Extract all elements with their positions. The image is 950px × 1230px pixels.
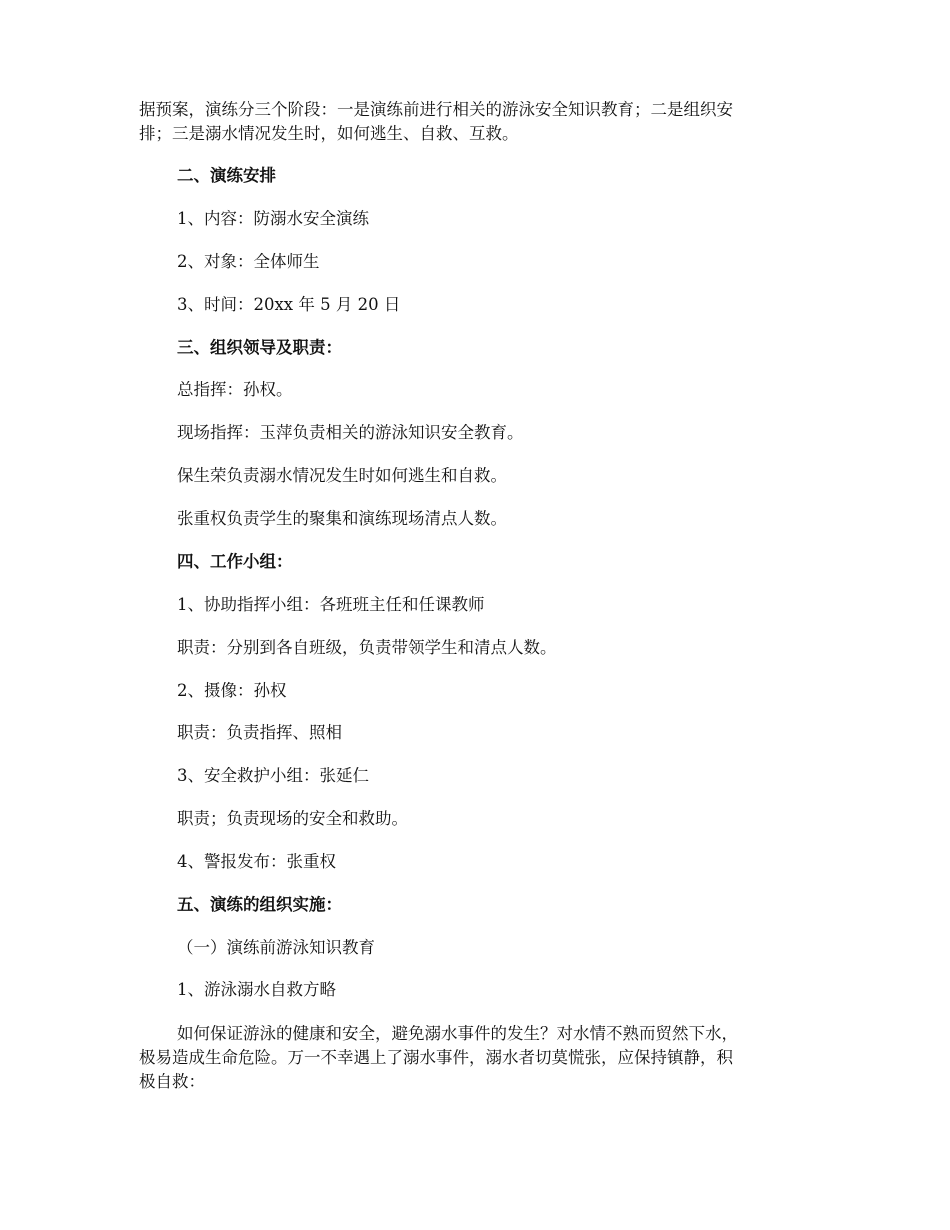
group-2-duty: 职责：负责指挥、照相 bbox=[177, 723, 342, 742]
intro-line-2: 排；三是溺水情况发生时，如何逃生、自救、互救。 bbox=[139, 124, 519, 143]
item-self-rescue-title: 1、游泳溺水自救方略 bbox=[177, 980, 336, 999]
gathering-lead-line: 张重权负责学生的聚集和演练现场清点人数。 bbox=[177, 509, 507, 528]
section-heading-leadership: 三、组织领导及职责： bbox=[177, 338, 342, 357]
group-4: 4、警报发布：张重权 bbox=[177, 852, 336, 871]
group-1: 1、协助指挥小组：各班班主任和任课教师 bbox=[177, 595, 485, 614]
paragraph-line-3: 极自救： bbox=[139, 1072, 205, 1091]
section-heading-working-groups: 四、工作小组： bbox=[177, 552, 293, 571]
section-heading-implementation: 五、演练的组织实施： bbox=[177, 895, 342, 914]
section-heading-arrangement: 二、演练安排 bbox=[177, 166, 276, 185]
site-commander-line: 现场指挥：玉萍负责相关的游泳知识安全教育。 bbox=[177, 423, 524, 442]
target-item: 2、对象：全体师生 bbox=[177, 252, 320, 271]
commander-line: 总指挥：孙权。 bbox=[177, 380, 293, 399]
rescue-lead-line: 保生荣负责溺水情况发生时如何逃生和自救。 bbox=[177, 466, 507, 485]
group-3: 3、安全救护小组：张延仁 bbox=[177, 766, 369, 785]
group-2: 2、摄像：孙权 bbox=[177, 681, 287, 700]
content-item: 1、内容：防溺水安全演练 bbox=[177, 209, 369, 228]
group-3-duty: 职责；负责现场的安全和救助。 bbox=[177, 809, 408, 828]
paragraph-line-2: 极易造成生命危险。万一不幸遇上了溺水事件，溺水者切莫慌张，应保持镇静，积 bbox=[139, 1048, 733, 1067]
paragraph-line-1: 如何保证游泳的健康和安全，避免溺水事件的发生？对水情不熟而贸然下水， bbox=[177, 1024, 738, 1043]
time-item: 3、时间：20xx 年 5 月 20 日 bbox=[177, 295, 401, 314]
subsection-education: （一）演练前游泳知识教育 bbox=[177, 938, 375, 957]
intro-line-1: 据预案，演练分三个阶段：一是演练前进行相关的游泳安全知识教育；二是组织安 bbox=[139, 100, 733, 119]
group-1-duty: 职责：分别到各自班级，负责带领学生和清点人数。 bbox=[177, 638, 557, 657]
